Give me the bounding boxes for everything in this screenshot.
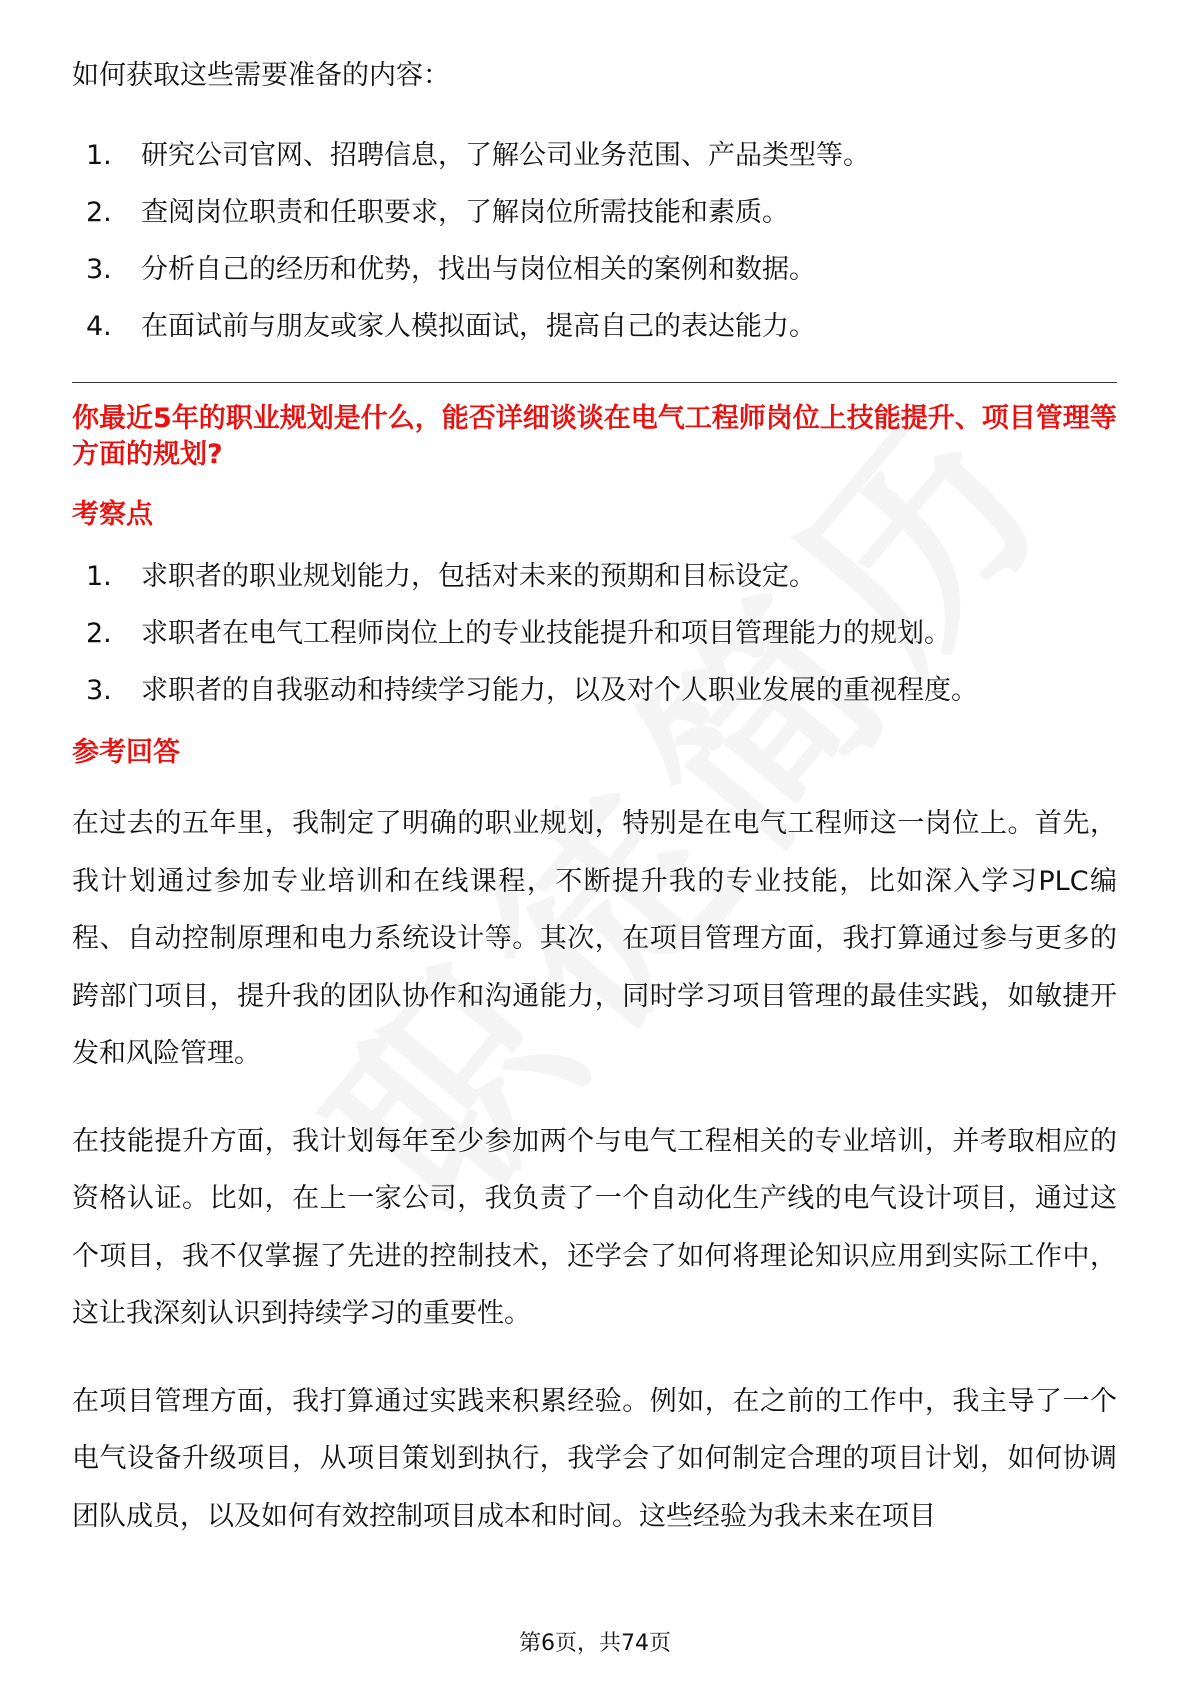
prep-list bbox=[72, 136, 1117, 347]
list-text: 求职者的职业规划能力，包括对未来的预期和目标设定。 bbox=[141, 561, 816, 592]
list-text: 查阅岗位职责和任职要求，了解岗位所需技能和素质。 bbox=[141, 197, 789, 228]
list-number: 3. bbox=[86, 254, 112, 285]
focus-heading: 考察点 bbox=[72, 499, 153, 530]
intro-text: 如何获取这些需要准备的内容： bbox=[72, 60, 450, 91]
list-number: 1. bbox=[86, 561, 112, 592]
list-item bbox=[72, 557, 1117, 597]
document-page bbox=[72, 56, 1117, 1575]
section-divider bbox=[72, 382, 1117, 383]
list-item bbox=[72, 307, 1117, 347]
list-number: 2. bbox=[86, 618, 112, 649]
list-item bbox=[72, 250, 1117, 290]
list-item bbox=[72, 671, 1117, 711]
list-text: 研究公司官网、招聘信息，了解公司业务范围、产品类型等。 bbox=[141, 140, 870, 171]
list-text: 在面试前与朋友或家人模拟面试，提高自己的表达能力。 bbox=[141, 311, 816, 342]
list-item bbox=[72, 614, 1117, 654]
page-number: 第6页，共74页 bbox=[519, 1631, 671, 1656]
list-text: 求职者在电气工程师岗位上的专业技能提升和项目管理能力的规划。 bbox=[141, 618, 951, 649]
answer-paragraph: 在项目管理方面，我打算通过实践来积累经验。例如，在之前的工作中，我主导了一个电气设备升级项目，从项目策划到执行，我学会了如何制定合理的项目计划，如何协调团队成员，以及如何有效控制项目成本和时间。这些经验为我未来在项目 bbox=[72, 1385, 1117, 1532]
focus-list bbox=[72, 557, 1117, 711]
answer-paragraph: 在过去的五年里，我制定了明确的职业规划，特别是在电气工程师这一岗位上。首先，我计划通过参加专业培训和在线课程，不断提升我的专业技能，比如深入学习PLC编程、自动控制原理和电力系统设计等。其次，在项目管理方面，我打算通过参与更多的跨部门项目，提升我的团队协作和沟通能力，同时学习项目管理的最佳实践，如敏捷开发和风险管理。 bbox=[72, 808, 1117, 1069]
list-number: 2. bbox=[86, 197, 112, 228]
list-number: 1. bbox=[86, 140, 112, 171]
list-item bbox=[72, 136, 1117, 176]
list-text: 求职者的自我驱动和持续学习能力，以及对个人职业发展的重视程度。 bbox=[141, 675, 978, 706]
list-item bbox=[72, 193, 1117, 233]
answer-heading: 参考回答 bbox=[72, 737, 180, 768]
interview-question: 你最近5年的职业规划是什么，能否详细谈谈在电气工程师岗位上技能提升、项目管理等方面的规划? bbox=[72, 403, 1117, 470]
list-number: 4. bbox=[86, 311, 112, 342]
list-number: 3. bbox=[86, 675, 112, 706]
answer-paragraph: 在技能提升方面，我计划每年至少参加两个与电气工程相关的专业培训，并考取相应的资格认证。比如，在上一家公司，我负责了一个自动化生产线的电气设计项目，通过这个项目，我不仅掌握了先进的控制技术，还学会了如何将理论知识应用到实际工作中，这让我深刻认识到持续学习的重要性。 bbox=[72, 1125, 1117, 1329]
list-text: 分析自己的经历和优势，找出与岗位相关的案例和数据。 bbox=[141, 254, 816, 285]
